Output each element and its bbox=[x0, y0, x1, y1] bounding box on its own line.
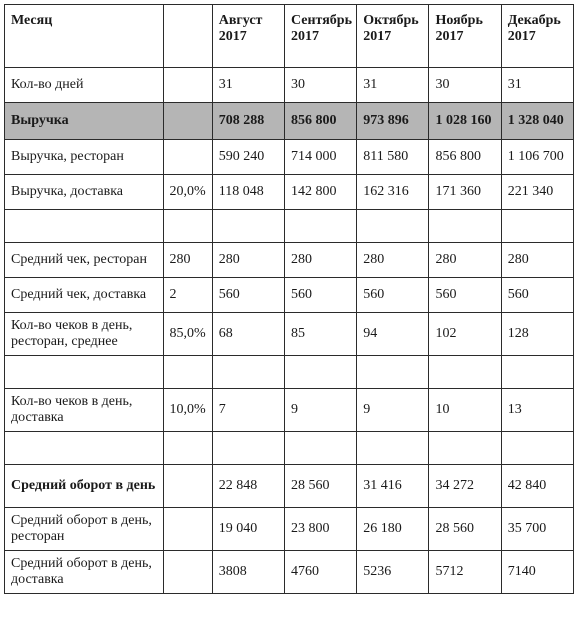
table-cell: 23 800 bbox=[284, 508, 356, 551]
row-parameter bbox=[163, 103, 212, 140]
table-cell: 7 bbox=[212, 389, 284, 432]
table-row bbox=[5, 356, 574, 389]
row-parameter bbox=[163, 140, 212, 175]
table-cell: 708 288 bbox=[212, 103, 284, 140]
row-parameter: 85,0% bbox=[163, 313, 212, 356]
header-row bbox=[5, 5, 574, 68]
table-cell: 856 800 bbox=[284, 103, 356, 140]
table-cell: 102 bbox=[429, 313, 501, 356]
table-cell bbox=[357, 432, 429, 465]
table-row bbox=[5, 551, 574, 594]
table-cell: 973 896 bbox=[357, 103, 429, 140]
table-cell: 26 180 bbox=[357, 508, 429, 551]
table-cell: 280 bbox=[284, 243, 356, 278]
table-cell bbox=[212, 432, 284, 465]
table-cell bbox=[501, 356, 573, 389]
table-cell: 280 bbox=[429, 243, 501, 278]
header-label: Месяц bbox=[5, 5, 164, 68]
table-cell: 5236 bbox=[357, 551, 429, 594]
month-header: Декабрь 2017 bbox=[501, 5, 573, 68]
row-label: Средний оборот в день bbox=[5, 465, 164, 508]
row-parameter: 10,0% bbox=[163, 389, 212, 432]
table-row bbox=[5, 313, 574, 356]
table-cell: 560 bbox=[212, 278, 284, 313]
table-row bbox=[5, 68, 574, 103]
table-row bbox=[5, 210, 574, 243]
table-cell: 118 048 bbox=[212, 175, 284, 210]
table-cell: 560 bbox=[284, 278, 356, 313]
table-cell: 560 bbox=[501, 278, 573, 313]
table-cell bbox=[429, 210, 501, 243]
table-cell bbox=[284, 356, 356, 389]
table-cell: 35 700 bbox=[501, 508, 573, 551]
month-header: Октябрь 2017 bbox=[357, 5, 429, 68]
month-header: Ноябрь 2017 bbox=[429, 5, 501, 68]
table-cell bbox=[212, 356, 284, 389]
row-parameter: 20,0% bbox=[163, 175, 212, 210]
table-cell: 280 bbox=[357, 243, 429, 278]
table-cell: 280 bbox=[212, 243, 284, 278]
row-parameter: 2 bbox=[163, 278, 212, 313]
table-cell: 221 340 bbox=[501, 175, 573, 210]
table-cell bbox=[429, 432, 501, 465]
table-cell: 68 bbox=[212, 313, 284, 356]
table-row bbox=[5, 175, 574, 210]
table-cell: 85 bbox=[284, 313, 356, 356]
row-label: Средний чек, доставка bbox=[5, 278, 164, 313]
table-cell bbox=[501, 432, 573, 465]
row-parameter bbox=[163, 508, 212, 551]
table-cell: 30 bbox=[284, 68, 356, 103]
row-label: Выручка, ресторан bbox=[5, 140, 164, 175]
row-label bbox=[5, 432, 164, 465]
table-cell: 3808 bbox=[212, 551, 284, 594]
monthly-revenue-table bbox=[4, 4, 574, 594]
table-cell: 13 bbox=[501, 389, 573, 432]
table-cell: 34 272 bbox=[429, 465, 501, 508]
table-cell: 560 bbox=[429, 278, 501, 313]
table-cell: 5712 bbox=[429, 551, 501, 594]
table-row bbox=[5, 243, 574, 278]
table-cell: 1 328 040 bbox=[501, 103, 573, 140]
table-cell bbox=[357, 356, 429, 389]
table-cell: 9 bbox=[284, 389, 356, 432]
table-row bbox=[5, 432, 574, 465]
table-cell: 128 bbox=[501, 313, 573, 356]
row-label bbox=[5, 210, 164, 243]
table-cell bbox=[501, 210, 573, 243]
table-row bbox=[5, 389, 574, 432]
row-parameter bbox=[163, 551, 212, 594]
table-cell bbox=[357, 210, 429, 243]
row-parameter bbox=[163, 432, 212, 465]
table-cell: 4760 bbox=[284, 551, 356, 594]
table-cell: 94 bbox=[357, 313, 429, 356]
table-cell: 1 028 160 bbox=[429, 103, 501, 140]
row-label: Кол-во дней bbox=[5, 68, 164, 103]
table-cell bbox=[284, 432, 356, 465]
table-cell: 22 848 bbox=[212, 465, 284, 508]
table-cell: 31 bbox=[212, 68, 284, 103]
table-cell: 811 580 bbox=[357, 140, 429, 175]
table-cell: 1 106 700 bbox=[501, 140, 573, 175]
table-row bbox=[5, 508, 574, 551]
row-parameter bbox=[163, 465, 212, 508]
table-cell: 19 040 bbox=[212, 508, 284, 551]
table-cell: 10 bbox=[429, 389, 501, 432]
table-row bbox=[5, 103, 574, 140]
table-cell: 590 240 bbox=[212, 140, 284, 175]
table-cell bbox=[284, 210, 356, 243]
row-parameter bbox=[163, 68, 212, 103]
row-parameter: 280 bbox=[163, 243, 212, 278]
table-cell: 856 800 bbox=[429, 140, 501, 175]
row-parameter bbox=[163, 356, 212, 389]
table-cell: 42 840 bbox=[501, 465, 573, 508]
table-cell bbox=[212, 210, 284, 243]
table-cell: 28 560 bbox=[284, 465, 356, 508]
month-header: Сентябрь 2017 bbox=[284, 5, 356, 68]
header-param bbox=[163, 5, 212, 68]
table-row bbox=[5, 140, 574, 175]
table-cell: 9 bbox=[357, 389, 429, 432]
month-header: Август 2017 bbox=[212, 5, 284, 68]
row-label: Средний оборот в день, ресторан bbox=[5, 508, 164, 551]
table-cell bbox=[429, 356, 501, 389]
table-cell: 31 416 bbox=[357, 465, 429, 508]
row-label: Выручка bbox=[5, 103, 164, 140]
table-cell: 28 560 bbox=[429, 508, 501, 551]
table-cell: 31 bbox=[501, 68, 573, 103]
row-label: Кол-во чеков в день, ресторан, среднее bbox=[5, 313, 164, 356]
row-label bbox=[5, 356, 164, 389]
table-cell: 560 bbox=[357, 278, 429, 313]
table-cell: 171 360 bbox=[429, 175, 501, 210]
table-row bbox=[5, 465, 574, 508]
table-row bbox=[5, 278, 574, 313]
table-cell: 142 800 bbox=[284, 175, 356, 210]
table-cell: 31 bbox=[357, 68, 429, 103]
row-label: Средний чек, ресторан bbox=[5, 243, 164, 278]
table-cell: 162 316 bbox=[357, 175, 429, 210]
table-cell: 30 bbox=[429, 68, 501, 103]
row-label: Средний оборот в день, доставка bbox=[5, 551, 164, 594]
table-cell: 280 bbox=[501, 243, 573, 278]
row-label: Кол-во чеков в день, доставка bbox=[5, 389, 164, 432]
table-cell: 714 000 bbox=[284, 140, 356, 175]
row-parameter bbox=[163, 210, 212, 243]
row-label: Выручка, доставка bbox=[5, 175, 164, 210]
table-cell: 7140 bbox=[501, 551, 573, 594]
